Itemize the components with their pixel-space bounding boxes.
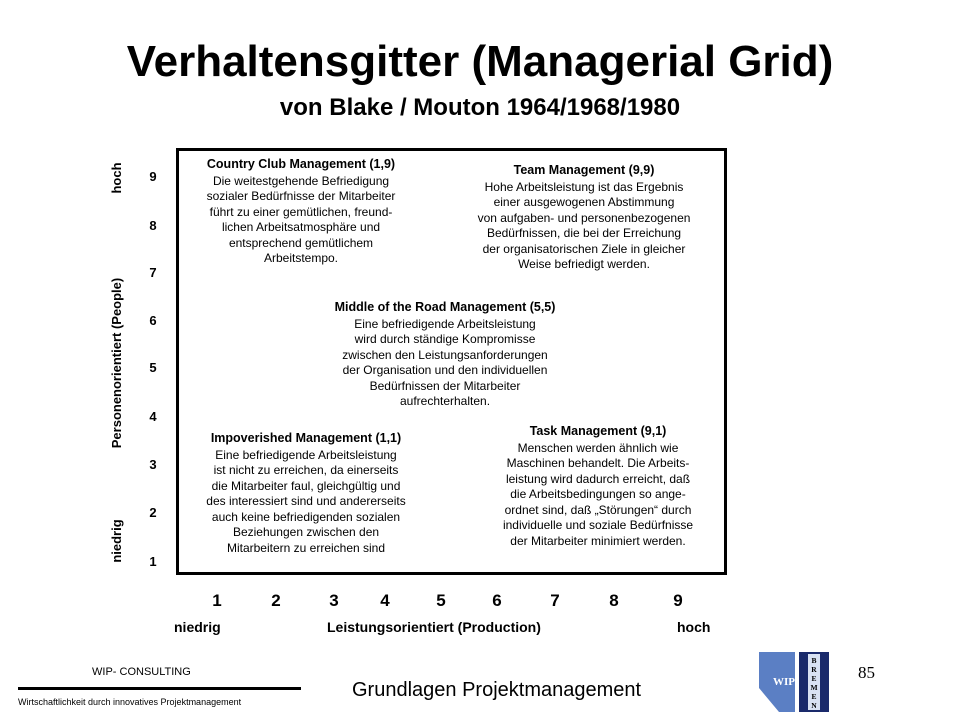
quadrant-impoverished-body: Eine befriedigende Arbeitsleistung ist nicht zu erreichen, da einerseits die Mitarbeiter faul, gleichgültig und des interessiert sind und andererseits auch keine befriedigenden sozialen Beziehungen zwischen den Mitarbeitern zu erreichen sind bbox=[206, 447, 406, 555]
x-axis-label: Leistungsorientiert (Production) bbox=[327, 619, 541, 635]
footer-divider bbox=[18, 687, 301, 690]
quadrant-task-heading: Task Management (9,1) bbox=[529, 424, 667, 438]
quadrant-country-club-heading: Country Club Management (1,9) bbox=[206, 157, 396, 171]
x-axis-low-label: niedrig bbox=[174, 619, 221, 635]
x-tick-5: 5 bbox=[436, 591, 446, 610]
quadrant-task-body: Menschen werden ähnlich wie Maschinen behandelt. Die Arbeits- leistung wird dadurch erreicht, daß die Arbeitsbedingungen so ange- ordnet sind, daß „Störungen“ durch individuelle und soziale Bedürfnisse der Mitarbeiter minimiert werden. bbox=[502, 440, 694, 548]
y-axis-label: Personenorientiert (People) bbox=[109, 277, 124, 449]
quadrant-country-club-body: Die weitestgehende Befriedigung sozialer Bedürfnisse der Mitarbeiter führt zu einer gemütlichen, freund- lichen Arbeitsatmosphäre und entsprechend gemütlichem Arbeitstempo. bbox=[206, 173, 396, 265]
y-axis-low-label: niedrig bbox=[109, 519, 124, 563]
quadrant-middle-body: Eine befriedigende Arbeitsleistung wird durch ständige Kompromisse zwischen den Leistungsanforderungen der Organisation und den individuellen Bedürfnissen der Mitarbeiter aufrechterhalten. bbox=[342, 316, 548, 408]
x-tick-8: 8 bbox=[609, 591, 619, 610]
y-tick-4: 4 bbox=[149, 409, 157, 424]
y-tick-2: 2 bbox=[149, 505, 157, 520]
quadrant-team-heading: Team Management (9,9) bbox=[513, 163, 655, 177]
y-axis-high-label: hoch bbox=[109, 162, 124, 194]
quadrant-middle bbox=[300, 300, 590, 410]
quadrant-team bbox=[452, 163, 716, 273]
x-tick-1: 1 bbox=[212, 591, 222, 610]
y-tick-8: 8 bbox=[149, 218, 157, 233]
slide-subtitle: von Blake / Mouton 1964/1968/1980 bbox=[279, 94, 681, 121]
y-tick-9: 9 bbox=[149, 169, 157, 184]
slide-title: Verhaltensgitter (Managerial Grid) bbox=[126, 37, 834, 86]
logo-wip-text: WIP bbox=[773, 676, 795, 688]
quadrant-task bbox=[468, 424, 728, 549]
y-tick-6: 6 bbox=[149, 313, 157, 328]
x-tick-2: 2 bbox=[271, 591, 281, 610]
y-tick-3: 3 bbox=[149, 457, 157, 472]
quadrant-country-club bbox=[176, 157, 426, 267]
x-tick-9: 9 bbox=[673, 591, 683, 610]
page-number: 85 bbox=[858, 663, 875, 682]
y-tick-7: 7 bbox=[149, 265, 157, 280]
quadrant-impoverished bbox=[178, 431, 434, 556]
wip-bremen-logo bbox=[755, 650, 837, 714]
logo-letter-4: M bbox=[810, 683, 818, 692]
footer-tagline: Wirtschaftlichkeit durch innovatives Projektmanagement bbox=[18, 697, 242, 707]
quadrant-middle-heading: Middle of the Road Management (5,5) bbox=[334, 300, 556, 314]
x-tick-7: 7 bbox=[550, 591, 560, 610]
logo-letter-3: E bbox=[811, 674, 817, 683]
quadrant-impoverished-heading: Impoverished Management (1,1) bbox=[210, 431, 402, 445]
logo-letter-5: E bbox=[811, 692, 817, 701]
logo-letter-1: B bbox=[811, 656, 817, 665]
y-tick-5: 5 bbox=[149, 360, 157, 375]
x-axis-high-label: hoch bbox=[677, 619, 711, 635]
footer-company: WIP- CONSULTING bbox=[92, 666, 191, 678]
logo-letter-6: N bbox=[811, 701, 817, 710]
y-tick-1: 1 bbox=[149, 554, 157, 569]
x-tick-4: 4 bbox=[380, 591, 390, 610]
quadrant-team-body: Hohe Arbeitsleistung ist das Ergebnis einer ausgewogenen Abstimmung von aufgaben- und personenbezogenen Bedürfnissen, die bei der Erreichung der organisatorischen Ziele in gleicher Weise befriedigt werden. bbox=[477, 179, 691, 271]
logo-letter-2: R bbox=[811, 665, 817, 674]
footer-course-title: Grundlagen Projektmanagement bbox=[352, 679, 642, 701]
x-tick-6: 6 bbox=[492, 591, 502, 610]
x-tick-3: 3 bbox=[329, 591, 339, 610]
